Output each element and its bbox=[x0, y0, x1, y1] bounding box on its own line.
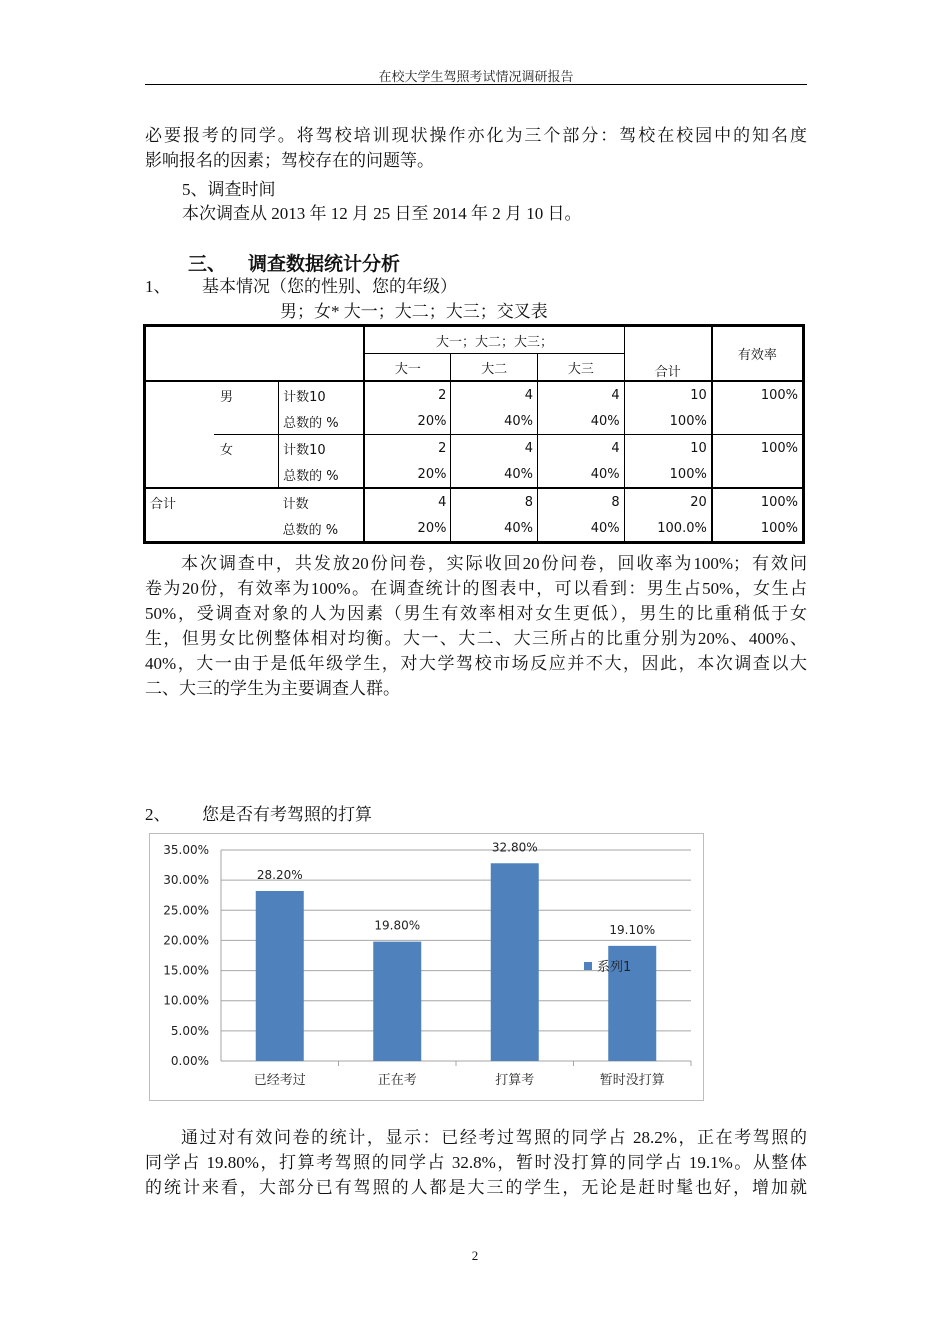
empty-cell bbox=[214, 408, 279, 435]
bar-chart bbox=[149, 833, 704, 1101]
table-cell: 20% bbox=[364, 461, 451, 488]
row-stat-label: 计数10 bbox=[279, 435, 365, 462]
bar bbox=[373, 942, 421, 1061]
paragraph-line: 同学占 19.80%，打算考驾照的同学占 32.8%，暂时没打算的同学占 19.1%。从整体 bbox=[145, 1153, 807, 1172]
x-tick-label: 已经考过 bbox=[253, 1073, 306, 1088]
data-label: 32.80% bbox=[491, 840, 538, 855]
table-cell: 2 bbox=[364, 435, 451, 462]
empty-cell bbox=[145, 381, 214, 488]
item2-number: 2、 bbox=[145, 805, 171, 824]
table-cell: 100% bbox=[760, 520, 798, 536]
item1-number: 1、 bbox=[145, 277, 171, 296]
table-cell: 10 bbox=[624, 381, 712, 408]
paragraph-line: 50%，受调查对象的人为因素（男生有效率相对女生更低），男生的比重稍低于女 bbox=[145, 604, 807, 623]
x-tick-label: 正在考 bbox=[377, 1073, 417, 1088]
row-group-label: 合计 bbox=[150, 496, 177, 512]
table-cell: 4 bbox=[538, 435, 625, 462]
table-cell: 2 bbox=[364, 381, 451, 408]
column-header: 大三 bbox=[538, 354, 625, 382]
legend-label: 系列1 bbox=[597, 960, 632, 975]
intro-paragraph bbox=[145, 123, 807, 173]
row-stat-label: 总数的 % bbox=[279, 515, 365, 543]
crosstab-table bbox=[143, 324, 805, 544]
empty-cell bbox=[712, 461, 804, 488]
y-tick-label: 30.00% bbox=[163, 873, 209, 888]
table-cell: 100% bbox=[760, 387, 798, 403]
row-stat-label: 计数10 bbox=[279, 381, 365, 408]
table-cell: 4 bbox=[451, 435, 538, 462]
table-cell: 4 bbox=[451, 381, 538, 408]
intro-line: 影响报名的因素；驾校存在的问题等。 bbox=[145, 151, 434, 170]
table-cell: 100% bbox=[624, 408, 712, 435]
y-tick-label: 25.00% bbox=[163, 903, 209, 918]
empty-cell bbox=[712, 408, 804, 435]
table-cell: 10 bbox=[624, 435, 712, 462]
paragraph-line: 40%，大一由于是低年级学生，对大学驾校市场反应并不大，因此，本次调查以大 bbox=[145, 654, 807, 673]
total-header: 合计 bbox=[624, 326, 712, 382]
paragraph-line: 的统计来看，大部分已有驾照的人都是大三的学生，无论是赶时髦也好，增加就 bbox=[145, 1178, 807, 1197]
y-tick-label: 35.00% bbox=[163, 843, 209, 857]
table-cell: 40% bbox=[451, 515, 538, 543]
table-cell: 40% bbox=[538, 408, 625, 435]
table-cell: 4 bbox=[538, 381, 625, 408]
table-cell: 8 bbox=[538, 488, 625, 515]
item2-title: 您是否有考驾照的打算 bbox=[202, 805, 372, 824]
y-tick-label: 5.00% bbox=[170, 1023, 209, 1038]
x-tick-label: 打算考 bbox=[495, 1073, 535, 1088]
data-label: 19.10% bbox=[609, 922, 656, 937]
row-group-label: 男 bbox=[214, 381, 279, 408]
bar bbox=[256, 891, 304, 1061]
table-cell: 100% bbox=[760, 494, 798, 510]
row-stat-label: 计数 bbox=[279, 488, 365, 515]
page-header-title: 在校大学生驾照考试情况调研报告 bbox=[378, 69, 574, 84]
y-tick-label: 0.00% bbox=[170, 1054, 209, 1068]
analysis1-paragraph bbox=[145, 551, 807, 701]
legend-swatch bbox=[584, 962, 592, 970]
crosstab-caption: 男；女* 大一；大二；大三；交叉表 bbox=[280, 302, 548, 321]
paragraph-line: 二、大三的学生为主要调查人群。 bbox=[145, 679, 400, 698]
y-tick-label: 10.00% bbox=[163, 993, 209, 1008]
table-cell: 100% bbox=[624, 461, 712, 488]
column-header: 大二 bbox=[451, 354, 538, 382]
table-cell: 40% bbox=[451, 408, 538, 435]
table-cell: 4 bbox=[364, 488, 451, 515]
table-cell: 40% bbox=[451, 461, 538, 488]
corner-cell bbox=[145, 326, 365, 382]
bar bbox=[491, 863, 539, 1061]
section-number: 三、 bbox=[188, 253, 227, 275]
paragraph-line: 本次调查中，共发放20份问卷，实际收回20份问卷，回收率为100%；有效问 bbox=[181, 554, 807, 573]
empty-cell bbox=[145, 515, 279, 543]
data-label: 28.20% bbox=[256, 867, 303, 882]
table-cell: 100.0% bbox=[624, 515, 712, 543]
page-number: 2 bbox=[471, 1248, 479, 1263]
row-stat-label: 总数的 % bbox=[279, 408, 365, 435]
table-cell: 20% bbox=[364, 515, 451, 543]
table-cell: 20% bbox=[364, 408, 451, 435]
analysis2-paragraph bbox=[145, 1125, 807, 1200]
paragraph-line: 卷为20份，有效率为100%。在调查统计的图表中，可以看到：男生占50%，女生占 bbox=[145, 579, 807, 598]
table-cell: 40% bbox=[538, 515, 625, 543]
header-divider bbox=[145, 84, 807, 85]
y-tick-label: 20.00% bbox=[163, 933, 209, 948]
empty-cell bbox=[214, 461, 279, 488]
item1-title: 基本情况（您的性别、您的年级） bbox=[202, 277, 457, 296]
paragraph-line: 生，但男女比例整体相对均衡。大一、大二、大三所占的比重分别为20%、400%、 bbox=[145, 629, 807, 648]
bar-chart-svg bbox=[150, 834, 703, 1100]
intro-line: 必要报考的同学。将驾校培训现状操作亦化为三个部分：驾校在校园中的知名度 bbox=[145, 126, 807, 145]
y-tick-label: 15.00% bbox=[163, 963, 209, 978]
x-tick-label: 暂时没打算 bbox=[599, 1073, 665, 1088]
row-group-label: 女 bbox=[214, 435, 279, 462]
valid-rate-header: 有效率 bbox=[712, 326, 804, 382]
paragraph-line: 通过对有效问卷的统计，显示：已经考过驾照的同学占 28.2%，正在考驾照的 bbox=[181, 1128, 807, 1147]
section-title: 调查数据统计分析 bbox=[248, 253, 401, 275]
table-cell: 100% bbox=[760, 440, 798, 456]
survey-time-heading: 5、调查时间 bbox=[182, 180, 276, 199]
table-cell: 8 bbox=[451, 488, 538, 515]
group-header: 大一；大二；大三； bbox=[364, 326, 624, 354]
row-stat-label: 总数的 % bbox=[279, 461, 365, 488]
table-cell: 40% bbox=[538, 461, 625, 488]
column-header: 大一 bbox=[364, 354, 451, 382]
data-label: 19.80% bbox=[374, 918, 421, 933]
table-cell: 20 bbox=[624, 488, 712, 515]
survey-time-text: 本次调查从 2013 年 12 月 25 日至 2014 年 2 月 10 日。 bbox=[182, 204, 582, 223]
